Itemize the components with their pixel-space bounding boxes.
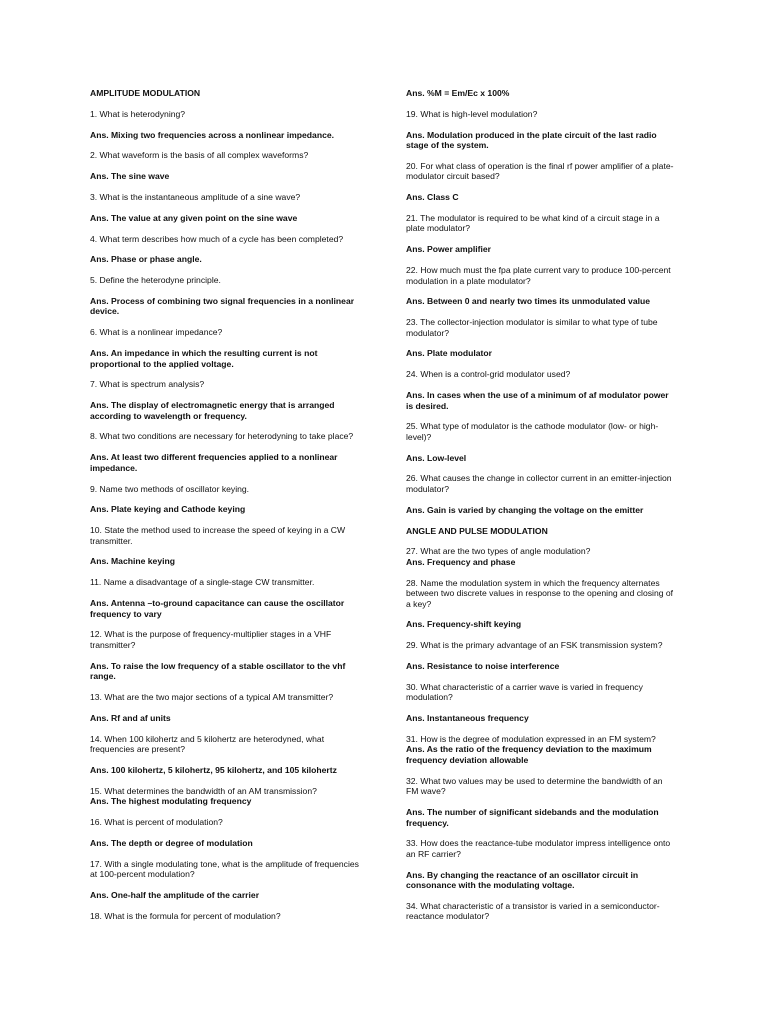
question-text: 33. How does the reactance-tube modulator impress intelligence onto an RF carrier? <box>406 838 671 859</box>
question-text: 26. What causes the change in collector current in an emitter-injection modulator? <box>406 473 672 494</box>
section-heading: AMPLITUDE MODULATION <box>90 88 201 98</box>
answer-text: Ans. Low-level <box>406 452 467 463</box>
question-text: 18. What is the formula for percent of modulation? <box>90 910 281 921</box>
question-text: 8. What two conditions are necessary for heterodyning to take place? <box>90 431 354 442</box>
question-text: 7. What is spectrum analysis? <box>90 379 205 390</box>
answer-text: Ans. In cases when the use of a minimum of af modulator power is desired. <box>406 390 669 411</box>
right-column <box>406 88 676 932</box>
question-text: 11. Name a disadvantage of a single-stage CW transmitter. <box>90 577 315 588</box>
question-text: 24. When is a control-grid modulator used? <box>406 369 571 380</box>
answer-text: Ans. Instantaneous frequency <box>406 713 529 724</box>
answer-text: Ans. The sine wave <box>90 171 170 182</box>
answer-text: Ans. Between 0 and nearly two times its unmodulated value <box>406 296 651 307</box>
answer-text: Ans. At least two different frequencies applied to a nonlinear impedance. <box>90 452 338 473</box>
answer-text: Ans. Power amplifier <box>406 244 492 255</box>
answer-text: Ans. 100 kilohertz, 5 kilohertz, 95 kilohertz, and 105 kilohertz <box>90 764 337 775</box>
question-text: 15. What determines the bandwidth of an AM transmission? <box>90 785 317 796</box>
answer-text: Ans. Class C <box>406 192 459 203</box>
question-text: 6. What is a nonlinear impedance? <box>90 327 223 338</box>
question-text: 25. What type of modulator is the cathode modulator (low- or high-level)? <box>406 421 659 442</box>
question-text: 31. How is the degree of modulation expressed in an FM system? <box>406 733 656 744</box>
answer-text: Ans. Plate keying and Cathode keying <box>90 504 246 515</box>
question-text: 16. What is percent of modulation? <box>90 816 223 827</box>
answer-text: Ans. Frequency-shift keying <box>406 619 522 630</box>
answer-text: Ans. The number of significant sidebands and the modulation frequency. <box>406 807 659 828</box>
question-text: 27. What are the two types of angle modulation? <box>406 546 591 557</box>
question-text: 3. What is the instantaneous amplitude of a sine wave? <box>90 191 301 202</box>
question-text: 22. How much must the fpa plate current vary to produce 100-percent modulation in a plate modulator? <box>406 265 671 286</box>
answer-text: Ans. Process of combining two signal frequencies in a nonlinear device. <box>90 295 355 317</box>
answer-text: Ans. Machine keying <box>90 556 176 567</box>
answer-text: Ans. Plate modulator <box>406 348 492 359</box>
question-text: 30. What characteristic of a carrier wave is varied in frequency modulation? <box>406 681 643 703</box>
question-text: 20. For what class of operation is the final rf power amplifier of a plate-modulator circuit based? <box>406 160 674 182</box>
answer-text: Ans. Rf and af units <box>90 712 171 723</box>
answer-text: Ans. The depth or degree of modulation <box>90 837 253 848</box>
question-text: 23. The collector-injection modulator is similar to what type of tube modulator? <box>406 317 658 338</box>
question-text: 28. Name the modulation system in which the frequency alternates between two discrete values in response to the opening and closing of a key? <box>406 577 674 609</box>
answer-text: Ans. Gain is varied by changing the voltage on the emitter <box>406 504 644 515</box>
question-text: 10. State the method used to increase the speed of keying in a CW transmitter. <box>90 525 346 546</box>
question-text: 34. What characteristic of a transistor is varied in a semiconductor-reactance modulator? <box>406 900 660 922</box>
question-text: 21. The modulator is required to be what kind of a circuit stage in a plate modulator? <box>406 212 660 234</box>
answer-text: Ans. To raise the low frequency of a stable oscillator to the vhf range. <box>90 660 346 682</box>
answer-text: Ans. By changing the reactance of an oscillator circuit in consonance with the modulating voltage. <box>406 869 639 891</box>
answer-text: Ans. The value at any given point on the sine wave <box>90 212 298 223</box>
answer-text: Ans. Antenna –to-ground capacitance can cause the oscillator frequency to vary <box>90 598 345 619</box>
section-heading: ANGLE AND PULSE MODULATION <box>406 525 548 536</box>
answer-text: Ans. %M = Em/Ec x 100% <box>406 88 510 98</box>
answer-text: Ans. One-half the amplitude of the carrier <box>90 889 260 900</box>
question-text: 5. Define the heterodyne principle. <box>90 275 221 286</box>
question-text: 2. What waveform is the basis of all complex waveforms? <box>90 150 309 161</box>
answer-text: Ans. An impedance in which the resulting current is not proportional to the applied voltage. <box>90 348 318 369</box>
answer-text: Ans. Frequency and phase <box>406 556 516 567</box>
question-text: 14. When 100 kilohertz and 5 kilohertz are heterodyned, what frequencies are present? <box>90 733 325 755</box>
question-text: 13. What are the two major sections of a typical AM transmitter? <box>90 691 334 702</box>
answer-text: Ans. The display of electromagnetic energy that is arranged according to wavelength or frequency. <box>90 400 335 421</box>
question-text: 1. What is heterodyning? <box>90 108 186 119</box>
answer-text: Ans. Phase or phase angle. <box>90 254 202 265</box>
answer-text: Ans. Mixing two frequencies across a nonlinear impedance. <box>90 129 335 140</box>
answer-text: Ans. The highest modulating frequency <box>90 796 252 807</box>
answer-text: Ans. Modulation produced in the plate circuit of the last radio stage of the system. <box>406 129 657 151</box>
answer-text: Ans. Resistance to noise interference <box>406 661 560 672</box>
left-column <box>90 88 360 931</box>
question-text: 4. What term describes how much of a cycle has been completed? <box>90 233 344 244</box>
question-text: 29. What is the primary advantage of an FSK transmission system? <box>406 640 663 651</box>
question-text: 32. What two values may be used to determine the bandwidth of an FM wave? <box>406 775 663 797</box>
question-text: 9. Name two methods of oscillator keying. <box>90 483 250 494</box>
question-text: 12. What is the purpose of frequency-multiplier stages in a VHF transmitter? <box>90 629 332 650</box>
question-text: 19. What is high-level modulation? <box>406 108 538 119</box>
question-text: 17. With a single modulating tone, what is the amplitude of frequencies at 100-percent modulation? <box>90 858 359 879</box>
answer-text: Ans. As the ratio of the frequency deviation to the maximum frequency deviation allowable <box>406 744 652 765</box>
